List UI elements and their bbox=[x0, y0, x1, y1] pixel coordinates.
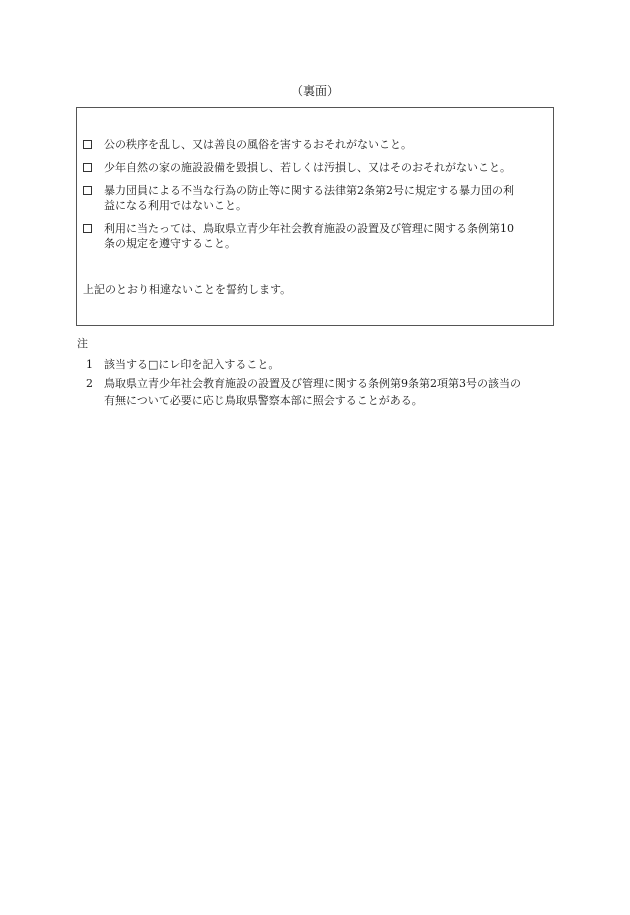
pledge-box bbox=[76, 107, 554, 326]
pledge-item bbox=[83, 183, 547, 213]
note-item bbox=[86, 375, 556, 409]
pledge-item-text: 少年自然の家の施設設備を毀損し、若しくは汚損し、又はそのおそれがないこと。 bbox=[104, 161, 511, 174]
pledge-item bbox=[83, 221, 547, 251]
note-text: 該当する□にレ印を記入すること。 bbox=[104, 358, 280, 371]
note-number: 2 bbox=[86, 377, 93, 390]
pledge-checkbox-4[interactable] bbox=[83, 224, 92, 233]
note-number: 1 bbox=[86, 358, 93, 371]
pledge-items bbox=[83, 137, 547, 259]
pledge-item-text: 公の秩序を乱し、又は善良の風俗を害するおそれがないこと。 bbox=[104, 138, 412, 151]
pledge-item bbox=[83, 137, 547, 152]
pledge-item-text: 暴力団員による不当な行為の防止等に関する法律第2条第2号に規定する暴力団の利 益になる利用ではないこと。 bbox=[104, 184, 514, 212]
pledge-item bbox=[83, 160, 547, 175]
pledge-item-text: 利用に当たっては、鳥取県立青少年社会教育施設の設置及び管理に関する条例第10 条の規定を遵守すること。 bbox=[104, 222, 514, 250]
pledge-checkbox-3[interactable] bbox=[83, 186, 92, 195]
pledge-checkbox-1[interactable] bbox=[83, 140, 92, 149]
pledge-statement: 上記のとおり相違ないことを誓約します。 bbox=[83, 283, 292, 296]
page-title: （裏面） bbox=[290, 84, 339, 98]
note-item bbox=[86, 356, 556, 373]
notes-list bbox=[86, 356, 556, 411]
pledge-checkbox-2[interactable] bbox=[83, 163, 92, 172]
notes-title: 注 bbox=[77, 337, 88, 350]
note-text: 鳥取県立青少年社会教育施設の設置及び管理に関する条例第9条第2項第3号の該当の 有無について必要に応じ鳥取県警察本部に照会することがある。 bbox=[104, 377, 521, 407]
